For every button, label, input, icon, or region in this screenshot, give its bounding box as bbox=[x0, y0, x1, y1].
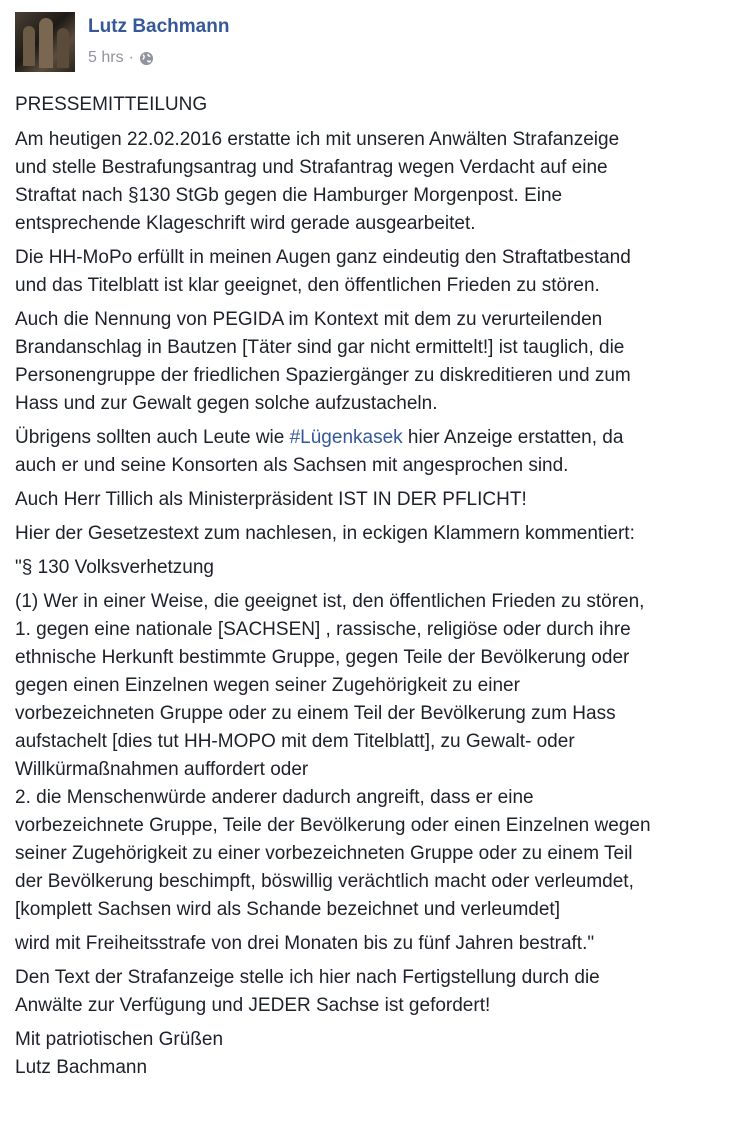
paragraph-10: Den Text der Strafanzeige stelle ich hier nach Fertigstellung durch die Anwälte zur Verfügung und JEDER Sachse ist gefordert! bbox=[15, 967, 600, 1016]
paragraph-6: Hier der Gesetzestext zum nachlesen, in eckigen Klammern kommentiert: bbox=[15, 523, 635, 544]
globe-icon[interactable] bbox=[139, 51, 154, 66]
hashtag-link[interactable]: #Lügenkasek bbox=[289, 427, 403, 448]
author-name-link[interactable]: Lutz Bachmann bbox=[88, 16, 230, 37]
paragraph-4: Übrigens sollten auch Leute wie #Lügenkasek hier Anzeige erstatten, da auch er und seine Konsorten als Sachsen mit angesprochen sind. bbox=[15, 427, 624, 476]
paragraph-1: Am heutigen 22.02.2016 erstatte ich mit unseren Anwälten Strafanzeige und stelle Bestrafungsantrag und Strafantrag wegen Verdacht auf eine Straftat nach §130 StGb gegen die Hamburger Morgenpost. Eine entsprechende Klageschrift wird gerade ausgearbeitet. bbox=[15, 129, 620, 234]
timestamp-link[interactable]: 5 hrs bbox=[88, 49, 124, 66]
post-body bbox=[15, 91, 727, 1088]
paragraph-3: Auch die Nennung von PEGIDA im Kontext mit dem zu verurteilenden Brandanschlag in Bautzen [Täter sind gar nicht ermittelt!] ist tauglich, die Personengruppe der friedlichen Spaziergänger zu diskreditieren und zum Hass und zur Gewalt gegen solche aufzustacheln. bbox=[15, 309, 631, 414]
paragraph-9: wird mit Freiheitsstrafe von drei Monaten bis zu fünf Jahren bestraft." bbox=[15, 933, 595, 954]
meta-separator: · bbox=[128, 49, 134, 66]
post-title: PRESSEMITTEILUNG bbox=[15, 94, 208, 115]
avatar[interactable] bbox=[15, 12, 75, 72]
paragraph-7: "§ 130 Volksverhetzung bbox=[15, 557, 214, 578]
post-meta bbox=[88, 49, 154, 67]
paragraph-5: Auch Herr Tillich als Ministerpräsident IST IN DER PFLICHT! bbox=[15, 489, 527, 510]
paragraph-2: Die HH-MoPo erfüllt in meinen Augen ganz eindeutig den Straftatbestand und das Titelblatt ist klar geeignet, den öffentlichen Frieden zu stören. bbox=[15, 247, 631, 296]
paragraph-8: (1) Wer in einer Weise, die geeignet ist, den öffentlichen Frieden zu stören, 1. gegen eine nationale [SACHSEN] , rassische, religiöse oder durch ihre ethnische Herkunft bestimmte Gruppe, gegen Teile der Bevölkerung oder gegen einen Einzelnen wegen seiner Zugehörigkeit zu einer vorbezeichneten Gruppe oder zu einem Teil der Bevölkerung zum Hass aufstachelt [dies tut HH-MOPO mit dem Titelblatt], zu Gewalt- oder Willkürmaßnahmen auffordert oder 2. die Menschenwürde anderer dadurch angreift, dass er eine vorbezeichnete Gruppe, Teile der Bevölkerung oder einen Einzelnen wegen seiner Zugehörigkeit zu einer vorbezeichneten Gruppe oder zu einem Teil der Bevölkerung beschimpft, böswillig verächtlich macht oder verleumdet, [komplett Sachsen wird als Schande bezeichnet und verleumdet] bbox=[15, 591, 651, 920]
paragraph-11: Mit patriotischen Grüßen Lutz Bachmann bbox=[15, 1029, 224, 1078]
